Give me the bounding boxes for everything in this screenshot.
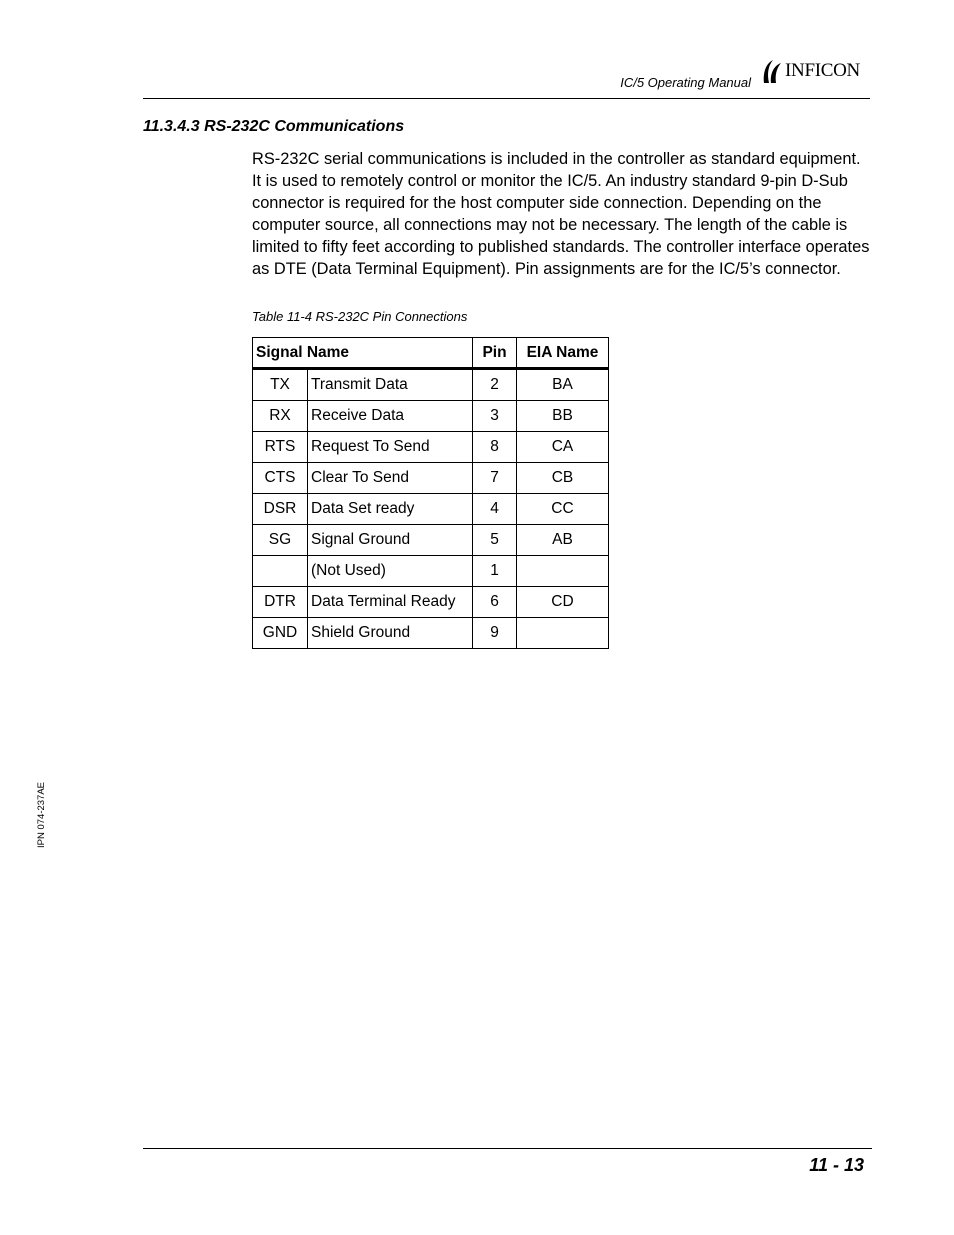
table-row — [253, 618, 609, 649]
signal-description: (Not Used) — [308, 556, 473, 587]
signal-description: Request To Send — [308, 432, 473, 463]
footer-rule — [143, 1148, 872, 1149]
table-row — [253, 494, 609, 525]
table-row — [253, 463, 609, 494]
header-title: IC/5 Operating Manual — [620, 75, 751, 90]
section-body: RS-232C serial communications is included in the controller as standard equipment. It is used to remotely control or monitor the IC/5. An industry standard 9-pin D-Sub connector is required for the host computer side connection. Depending on the computer source, all connections may not be necessary. The length of the cable is limited to fifty feet according to published standards. The controller interface operates as DTE (Data Terminal Equipment). Pin assignments are for the IC/5’s connector. — [252, 150, 870, 278]
page-number: 11 - 13 — [809, 1155, 864, 1175]
table-row — [253, 525, 609, 556]
signal-description: Receive Data — [308, 401, 473, 432]
eia-name: BA — [517, 369, 609, 401]
eia-name: CC — [517, 494, 609, 525]
signal-abbrev: DSR — [253, 494, 308, 525]
header-signal-name: Signal Name — [253, 338, 473, 369]
signal-abbrev: RTS — [253, 432, 308, 463]
eia-name — [517, 556, 609, 587]
logo-text: INFICON — [785, 60, 860, 81]
signal-abbrev: TX — [253, 369, 308, 401]
inficon-logo-icon — [760, 58, 784, 84]
table-row — [253, 587, 609, 618]
signal-abbrev: SG — [253, 525, 308, 556]
header-pin: Pin — [473, 338, 517, 369]
signal-description: Clear To Send — [308, 463, 473, 494]
pin-number: 4 — [473, 494, 517, 525]
signal-abbrev — [253, 556, 308, 587]
pin-number: 1 — [473, 556, 517, 587]
signal-abbrev: DTR — [253, 587, 308, 618]
header-eia-name: EIA Name — [517, 338, 609, 369]
signal-description: Shield Ground — [308, 618, 473, 649]
pin-number: 5 — [473, 525, 517, 556]
pin-number: 8 — [473, 432, 517, 463]
section-heading: 11.3.4.3 RS-232C Communications — [143, 118, 405, 135]
table-caption: Table 11-4 RS-232C Pin Connections — [252, 309, 468, 324]
signal-description: Signal Ground — [308, 525, 473, 556]
pin-number: 7 — [473, 463, 517, 494]
table-row — [253, 556, 609, 587]
eia-name — [517, 618, 609, 649]
signal-abbrev: RX — [253, 401, 308, 432]
signal-description: Transmit Data — [308, 369, 473, 401]
pin-number: 3 — [473, 401, 517, 432]
pin-number: 6 — [473, 587, 517, 618]
table-header-row — [253, 338, 609, 369]
eia-name: CD — [517, 587, 609, 618]
document-id: IPN 074-237AE — [36, 781, 47, 848]
table-row — [253, 432, 609, 463]
signal-abbrev: GND — [253, 618, 308, 649]
inficon-logo — [760, 58, 860, 84]
signal-description: Data Terminal Ready — [308, 587, 473, 618]
eia-name: CB — [517, 463, 609, 494]
header-rule — [143, 98, 870, 99]
signal-abbrev: CTS — [253, 463, 308, 494]
eia-name: BB — [517, 401, 609, 432]
pin-number: 9 — [473, 618, 517, 649]
table-row — [253, 369, 609, 401]
eia-name: CA — [517, 432, 609, 463]
pin-number: 2 — [473, 369, 517, 401]
table-row — [253, 401, 609, 432]
eia-name: AB — [517, 525, 609, 556]
signal-description: Data Set ready — [308, 494, 473, 525]
pin-connections-table — [252, 337, 609, 649]
